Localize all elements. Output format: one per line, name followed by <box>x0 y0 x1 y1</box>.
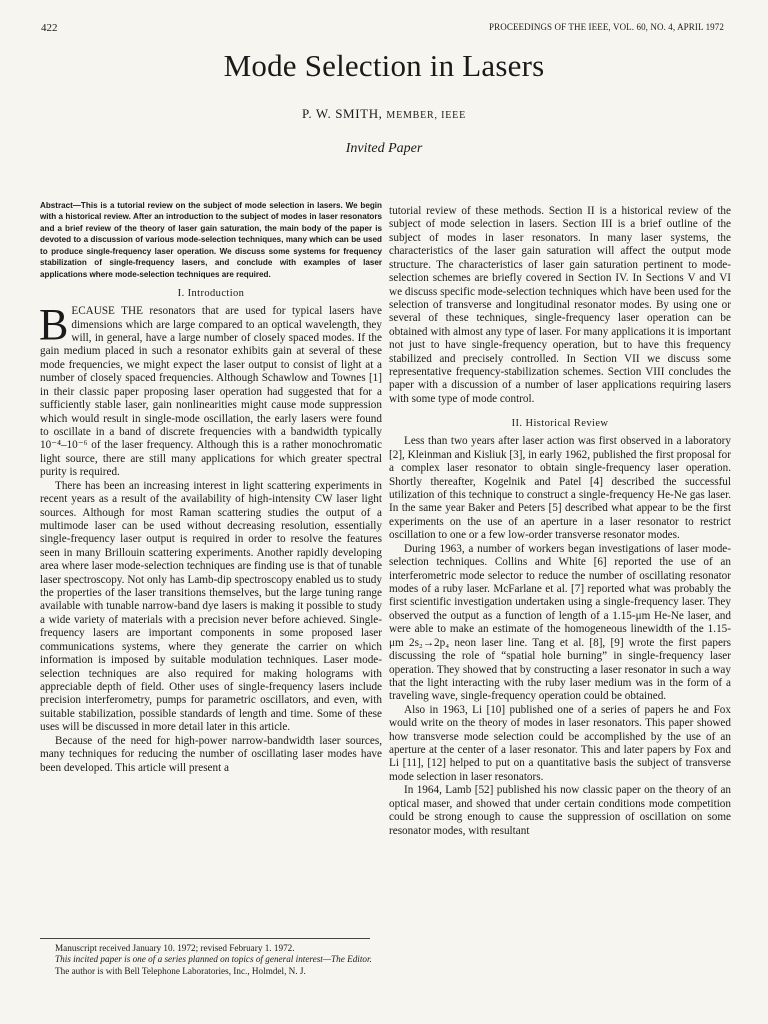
history-paragraph-3: Also in 1963, Li [10] published one of a series of papers he and Fox would write on the theory of modes in laser resonators. This paper showed how transverse mode selection could be accomplished by the use of an aperture at the center of a laser resonator. This and later papers by Fox and Li [11], [12] helped to put on a quantitative basis the subject of transverse mode selection in laser resonators. <box>389 703 731 783</box>
author-name: P. W. SMITH, <box>302 106 383 121</box>
footnotes <box>40 938 382 977</box>
footnote-received: Manuscript received January 10. 1972; revised February 1. 1972. <box>55 943 295 953</box>
intro-continuation: tutorial review of these methods. Section II is a historical review of the subject of mode selection in lasers. Section III is a brief outline of the subject of modes in laser resonators. In many laser systems, the characteristics of the laser gain saturation will affect the output mode structure. The characteristics of laser gain saturation pertinent to mode-selection schemes are briefly covered in Section IV. In Sections V and VI we discuss specific mode-selection techniques which have been used for the selection of transverse and longitudinal resonator modes. By using one or several of these techniques, single-frequency laser operation can be obtained with almost any type of laser. For many applications it is important not just to have single-frequency operation, but to have this frequency stabilized and precisely controlled. In Section VII we discuss some representative frequency-stabilization schemes. Section VIII concludes the paper with a discussion of a number of laser applications requiring lasers with some type of mode control. <box>389 205 731 405</box>
history-paragraph-4: In 1964, Lamb [52] published his now classic paper on the theory of an optical maser, and showed that under certain conditions mode competition could be strong enough to cause the suppression of oscillation on some resonator modes, with resultant <box>389 784 731 837</box>
history-paragraph-2: During 1963, a number of workers began investigations of laser mode-selection techniques. Collins and White [6] reported the use of an interferometric mode selector to reduce the number of oscillating resonator modes of a ruby laser. McFarlane et al. [7] reported what was probably the first scientific investigation undertaken using a single-frequency laser. They observed the output as a function of length of a 1.15-μm He-Ne laser, and were able to make an estimate of the homogeneous linewidth of the 1.15-μm 2s₂→2p₄ neon laser line. Tang et al. [8], [9] wrote the first papers discussing the role of “spatial hole burning” in single-frequency laser operation. They showed that by constructing a laser resonator in such a way that the light interacting with the ruby laser medium was in the form of a traveling wave, single-frequency operation could be obtained. <box>389 542 731 703</box>
paper-type: Invited Paper <box>345 141 423 156</box>
section-heading-historical-review: II. Historical Review <box>511 418 609 430</box>
intro-paragraph-1 <box>39 300 382 479</box>
drop-cap: B <box>39 300 69 350</box>
footnote-rule <box>40 938 370 939</box>
section-heading-introduction: I. Introduction <box>177 288 245 300</box>
right-column <box>389 205 731 838</box>
abstract: Abstract—This is a tutorial review on the subject of mode selection in lasers. We begin with a historical review. After an introduction to the subject of modes in laser resonators and a brief review of the theory of laser gain saturation, the main body of the paper is devoted to a discussion of various mode-selection techniques, many which can be used to produce single-frequency laser operation. We discuss some systems for frequency stabilization of single-frequency lasers, and conclude with examples of laser applications where mode-selection techniques are required. <box>40 201 382 279</box>
running-head: PROCEEDINGS OF THE IEEE, VOL. 60, NO. 4, APRIL 1972 <box>489 22 724 32</box>
intro-paragraph-1-text: ECAUSE THE resonators that are used for typical lasers have dimensions which are large compared to an optical wavelength, they will, in general, have a large number of closely spaced modes. If the gain medium placed in such a resonator exhibits gain at several of these mode frequencies, we might expect the laser output to consist of light at a number of closely spaced frequencies. Although Schawlow and Townes [1] in their classic paper proposing laser operation had suggested that for a sufficiently stable laser, gain nonlinearities might cause mode suppression which would result in single-mode oscillation, the early lasers were found to oscillate in a band of discrete frequencies with a bandwidth typically 10⁻⁴–10⁻⁶ of the laser frequency. Although this is a rather monochromatic light source, there are still many applications for which greater spectral purity is required. <box>40 305 382 479</box>
footnote-affiliation: The author is with Bell Telephone Laboratories, Inc., Holmdel, N. J. <box>55 965 306 976</box>
author-line <box>0 106 768 122</box>
intro-paragraph-3: Because of the need for high-power narrow-bandwidth laser sources, many techniques for reducing the number of oscillating laser modes have been developed. This article will present a <box>40 734 382 774</box>
intro-paragraph-2: There has been an increasing interest in light scattering experiments in recent years as a result of the availability of high-intensity CW laser light sources. Although for most Raman scattering studies the output of a multimode laser can be used without decreasing resolution, essentially single-frequency laser output is required in order to resolve the features seen in many Brillouin scattering experiments. Another rapidly developing area where laser mode-selection techniques are finding use is that of tunable laser spectroscopy. Not only has Lamb-dip spectroscopy enabled us to study the properties of the laser transitions themselves, but the large tuning range available with tunable narrow-band dye lasers is making it possible to study a wide variety of materials with a precision never before achieved. Single-frequency lasers are important components in some proposed laser communications systems, where they generate the carrier on which information is imposed by suitable modulation techniques. Laser mode-selection techniques are also required for making holograms with appreciable depth of field. Other uses of single-frequency lasers include precision interferometry, pumps for parametric oscillators, and even, with suitable stabilization, possible standards of length and time. Some of these uses will be discussed in more detail later in this article. <box>40 479 382 734</box>
paper-title: Mode Selection in Lasers <box>223 48 545 83</box>
left-column <box>40 200 382 775</box>
page-number: 422 <box>41 22 58 34</box>
author-membership: MEMBER, IEEE <box>386 110 466 121</box>
history-paragraph-1: Less than two years after laser action was first observed in a laboratory [2], Kleinman and Kisliuk [3], in early 1962, published the first proposal for a complex laser resonator to obtain single-frequency laser operation. Shortly thereafter, Kogelnik and Patel [4] described the successful utilization of this technique to construct a single-frequency He-Ne gas laser. In the same year Baker and Peters [5] described what appear to be the first experiments on the use of an aperture in a laser resonator to restrict oscillation to one or a few low-order transverse resonator modes. <box>389 435 731 542</box>
footnote-series: This incited paper is one of a series planned on topics of general interest—The Editor. <box>55 954 372 965</box>
